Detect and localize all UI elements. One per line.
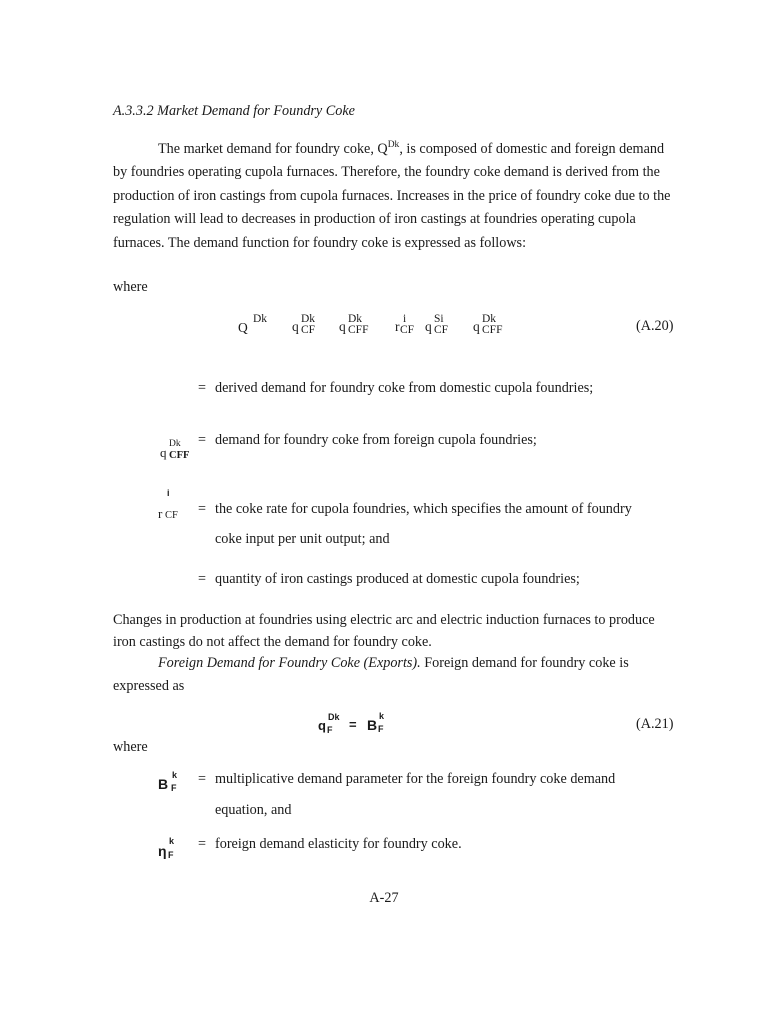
- eq-a20-r-sup: i: [403, 313, 407, 325]
- def6-symbol-base: η: [158, 843, 167, 859]
- where-label-2: where: [113, 739, 148, 755]
- def5-text-line1: multiplicative demand parameter for the foreign foundry coke demand: [215, 771, 616, 787]
- eq-a20-q4-sub: CFF: [482, 324, 503, 336]
- eq-a20-q3-sub: CF: [434, 324, 449, 336]
- def3-symbol-sub: CF: [165, 510, 178, 521]
- def1-equals: =: [198, 380, 207, 396]
- def2-equals: =: [198, 432, 207, 448]
- eq-a20-q2-sup: Dk: [348, 313, 363, 325]
- def5-symbol-sub: F: [171, 783, 177, 793]
- def6-symbol-sup: k: [169, 836, 175, 846]
- def6-symbol-sub: F: [168, 850, 174, 860]
- eq-a20-q4-sup: Dk: [482, 313, 497, 325]
- def2-symbol-base: q: [160, 445, 167, 460]
- def5-symbol-base: B: [158, 776, 169, 792]
- eq-a20-q3: q: [425, 319, 432, 334]
- equation-a21: [0, 708, 768, 740]
- paragraph-market-demand: [113, 134, 673, 255]
- eq-a21-rhs: B: [367, 717, 378, 733]
- def2-symbol-sub: CFF: [169, 450, 190, 461]
- foreign-demand-subheading: Foreign Demand for Foundry Coke (Exports).: [158, 655, 421, 671]
- def6-symbol: [158, 836, 188, 862]
- eq-a20-r: r: [395, 319, 400, 334]
- para3-text-rest: Foreign demand for foundry coke is expressed as: [113, 655, 629, 694]
- eq-a20-q4: q: [473, 319, 480, 334]
- eq-a21-lhs-sub: F: [327, 725, 333, 735]
- eq-a20-q1: q: [292, 319, 299, 334]
- def3-symbol: [158, 488, 188, 524]
- def4-equals: =: [198, 571, 207, 587]
- def2-symbol-sup: Dk: [169, 439, 181, 449]
- eq-a20-q2-sub: CFF: [348, 324, 369, 336]
- eq-a21-number: (A.21): [636, 716, 674, 732]
- def4-text: quantity of iron castings produced at domestic cupola foundries;: [215, 571, 580, 587]
- def3-equals: =: [198, 501, 207, 517]
- para1-q-superscript: Dk: [387, 140, 400, 150]
- section-heading: A.3.3.2 Market Demand for Foundry Coke: [113, 103, 355, 119]
- eq-a21-rhs-sub: F: [378, 724, 384, 734]
- def6-text: foreign demand elasticity for foundry coke.: [215, 836, 462, 852]
- def3-text-line1: the coke rate for cupola foundries, which specifies the amount of foundry: [215, 501, 632, 517]
- eq-a20-Q: Q: [238, 320, 248, 335]
- where-label-1: where: [113, 279, 148, 295]
- eq-a21-lhs-sup: Dk: [328, 712, 340, 722]
- para1-text-start: The market demand for foundry coke, Q: [158, 141, 388, 157]
- eq-a21-equals: =: [349, 717, 357, 732]
- eq-a20-q1-sup: Dk: [301, 313, 316, 325]
- def5-text-line2: equation, and: [215, 802, 292, 818]
- eq-a20-number: (A.20): [636, 318, 674, 334]
- paragraph-electric-furnaces: Changes in production at foundries using electric arc and electric induction furnaces to produce iron castings do not affect the demand for foundry coke.: [113, 612, 655, 650]
- def3-symbol-base: r: [158, 506, 163, 521]
- eq-a20-q1-sub: CF: [301, 324, 316, 336]
- eq-a20-q2: q: [339, 319, 346, 334]
- equation-a20: [0, 310, 768, 344]
- def6-equals: =: [198, 836, 207, 852]
- def5-equals: =: [198, 771, 207, 787]
- def3-symbol-sup: i: [167, 488, 170, 498]
- eq-a21-lhs: q: [318, 718, 326, 733]
- def1-text: derived demand for foundry coke from domestic cupola foundries;: [215, 380, 594, 396]
- def3-text-line2: coke input per unit output; and: [215, 531, 390, 547]
- def2-text: demand for foundry coke from foreign cupola foundries;: [215, 432, 537, 448]
- def5-symbol-sup: k: [172, 770, 178, 780]
- eq-a21-rhs-sup: k: [379, 711, 385, 721]
- eq-a20-q3-sup: Si: [434, 313, 444, 325]
- eq-a20-Q-sup: Dk: [253, 313, 268, 325]
- paragraph-foreign-demand: [113, 652, 673, 698]
- def2-symbol: [160, 440, 194, 464]
- def5-symbol: [158, 770, 188, 796]
- para1-text-rest: , is composed of domestic and foreign demand by foundries operating cupola furnaces. Therefore, the foundry coke demand is derived from the production of iron castings from cupola furnaces. Increases in the price of foundry coke due to the regulation will lead to decreases in production of iron castings at foundries operating cupola furnaces. The demand function for foundry coke is expressed as follows:: [113, 141, 671, 251]
- eq-a20-r-sub: CF: [400, 324, 415, 336]
- page-number: A-27: [369, 890, 399, 906]
